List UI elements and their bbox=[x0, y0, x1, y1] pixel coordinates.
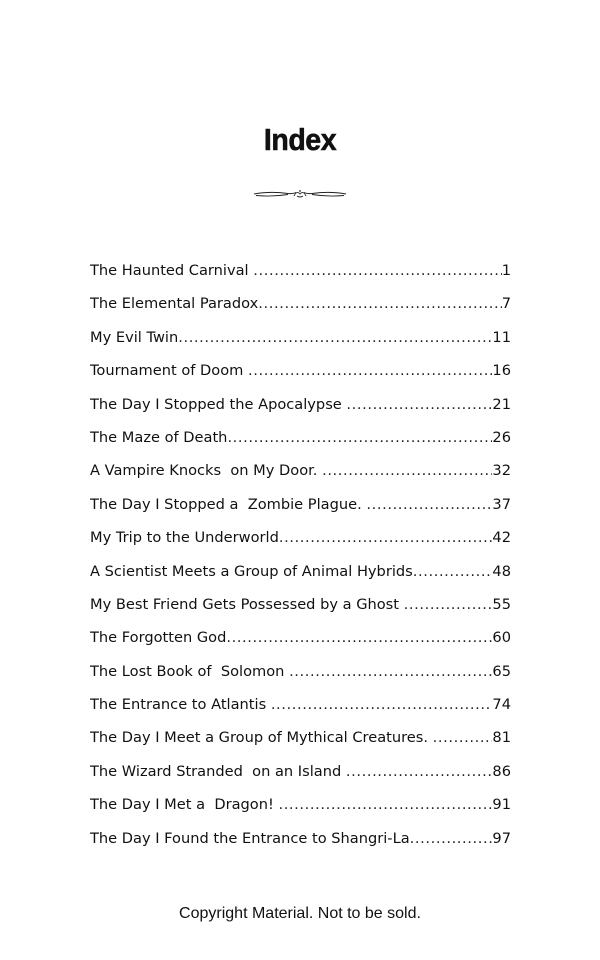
toc-entry-page: 37 bbox=[492, 495, 511, 513]
toc-entry-title: The Day I Found the Entrance to Shangri-La bbox=[90, 829, 410, 847]
toc-entry[interactable] bbox=[90, 625, 511, 658]
toc-entry-title: The Elemental Paradox bbox=[90, 295, 259, 313]
dot-leader bbox=[248, 358, 492, 384]
toc-entry[interactable] bbox=[90, 458, 511, 491]
toc-entry-page: 21 bbox=[492, 395, 511, 413]
toc-entry-title: The Entrance to Atlantis bbox=[90, 696, 271, 714]
toc-entry-title: My Evil Twin bbox=[90, 328, 179, 346]
toc-entry[interactable] bbox=[90, 291, 511, 324]
toc-entry[interactable] bbox=[90, 725, 511, 758]
dot-leader bbox=[410, 826, 493, 852]
dot-leader bbox=[322, 458, 492, 484]
toc-entry-title: A Vampire Knocks on My Door. bbox=[90, 462, 323, 480]
toc-entry-title: The Lost Book of Solomon bbox=[90, 662, 290, 680]
toc-entry-page: 16 bbox=[492, 362, 511, 380]
toc-entry-title: Tournament of Doom bbox=[90, 362, 249, 380]
toc-entry-page: 1 bbox=[501, 262, 511, 279]
copyright-notice: Copyright Material. Not to be sold. bbox=[179, 905, 421, 922]
toc-entry-title: The Day I Meet a Group of Mythical Creatures. bbox=[90, 729, 433, 747]
toc-entry-title: The Forgotten God bbox=[90, 629, 227, 647]
dot-leader bbox=[253, 258, 501, 284]
toc-entry[interactable] bbox=[90, 358, 511, 391]
dot-leader bbox=[279, 525, 493, 551]
toc-entry-title: The Haunted Carnival bbox=[90, 262, 254, 279]
toc-entry[interactable] bbox=[90, 425, 511, 458]
dot-leader bbox=[178, 325, 492, 351]
dot-leader bbox=[366, 492, 492, 518]
dot-leader bbox=[227, 425, 492, 451]
dot-leader bbox=[433, 725, 493, 751]
toc-entry[interactable] bbox=[90, 826, 511, 859]
toc-entry[interactable] bbox=[90, 392, 511, 425]
toc-entry-title: The Wizard Stranded on an Island bbox=[90, 762, 346, 780]
toc-entry-title: The Day I Met a Dragon! bbox=[90, 796, 279, 814]
toc-entry-page: 81 bbox=[492, 729, 511, 747]
toc-entry-page: 7 bbox=[501, 295, 511, 313]
dot-leader bbox=[271, 692, 493, 718]
toc-entry-page: 60 bbox=[492, 629, 511, 647]
toc-entry-page: 48 bbox=[492, 562, 511, 580]
page-title: Index bbox=[263, 122, 337, 157]
toc-entry-page: 91 bbox=[492, 796, 511, 814]
toc-entry[interactable] bbox=[90, 659, 511, 692]
table-of-contents bbox=[90, 258, 511, 859]
toc-entry[interactable] bbox=[90, 258, 511, 291]
toc-entry[interactable] bbox=[90, 792, 511, 825]
dot-leader bbox=[289, 659, 492, 685]
toc-entry-page: 97 bbox=[492, 829, 511, 847]
toc-entry-page: 74 bbox=[492, 696, 511, 714]
dot-leader bbox=[226, 625, 492, 651]
toc-entry-title: The Day I Stopped a Zombie Plague. bbox=[90, 495, 367, 513]
toc-entry[interactable] bbox=[90, 492, 511, 525]
dot-leader bbox=[404, 592, 493, 618]
toc-entry[interactable] bbox=[90, 592, 511, 625]
toc-entry-title: The Maze of Death bbox=[90, 428, 228, 446]
toc-entry-page: 32 bbox=[492, 462, 511, 480]
toc-entry[interactable] bbox=[90, 692, 511, 725]
dot-leader bbox=[413, 559, 493, 585]
toc-entry-page: 55 bbox=[492, 595, 511, 613]
toc-entry-page: 86 bbox=[492, 762, 511, 780]
toc-entry[interactable] bbox=[90, 759, 511, 792]
toc-entry-page: 65 bbox=[492, 662, 511, 680]
dot-leader bbox=[278, 792, 492, 818]
toc-entry-page: 26 bbox=[492, 428, 511, 446]
toc-entry-title: The Day I Stopped the Apocalypse bbox=[90, 395, 347, 413]
toc-entry[interactable] bbox=[90, 559, 511, 592]
toc-entry-page: 42 bbox=[492, 529, 511, 547]
toc-entry-page: 11 bbox=[492, 328, 511, 346]
toc-entry-title: A Scientist Meets a Group of Animal Hybrids bbox=[90, 562, 413, 580]
toc-entry[interactable] bbox=[90, 325, 511, 358]
dot-leader bbox=[258, 291, 501, 317]
toc-entry[interactable] bbox=[90, 525, 511, 558]
toc-entry-title: My Best Friend Gets Possessed by a Ghost bbox=[90, 595, 404, 613]
flourish-divider-icon bbox=[250, 186, 350, 202]
toc-entry-title: My Trip to the Underworld bbox=[90, 529, 279, 547]
dot-leader bbox=[346, 392, 492, 418]
dot-leader bbox=[346, 759, 493, 785]
